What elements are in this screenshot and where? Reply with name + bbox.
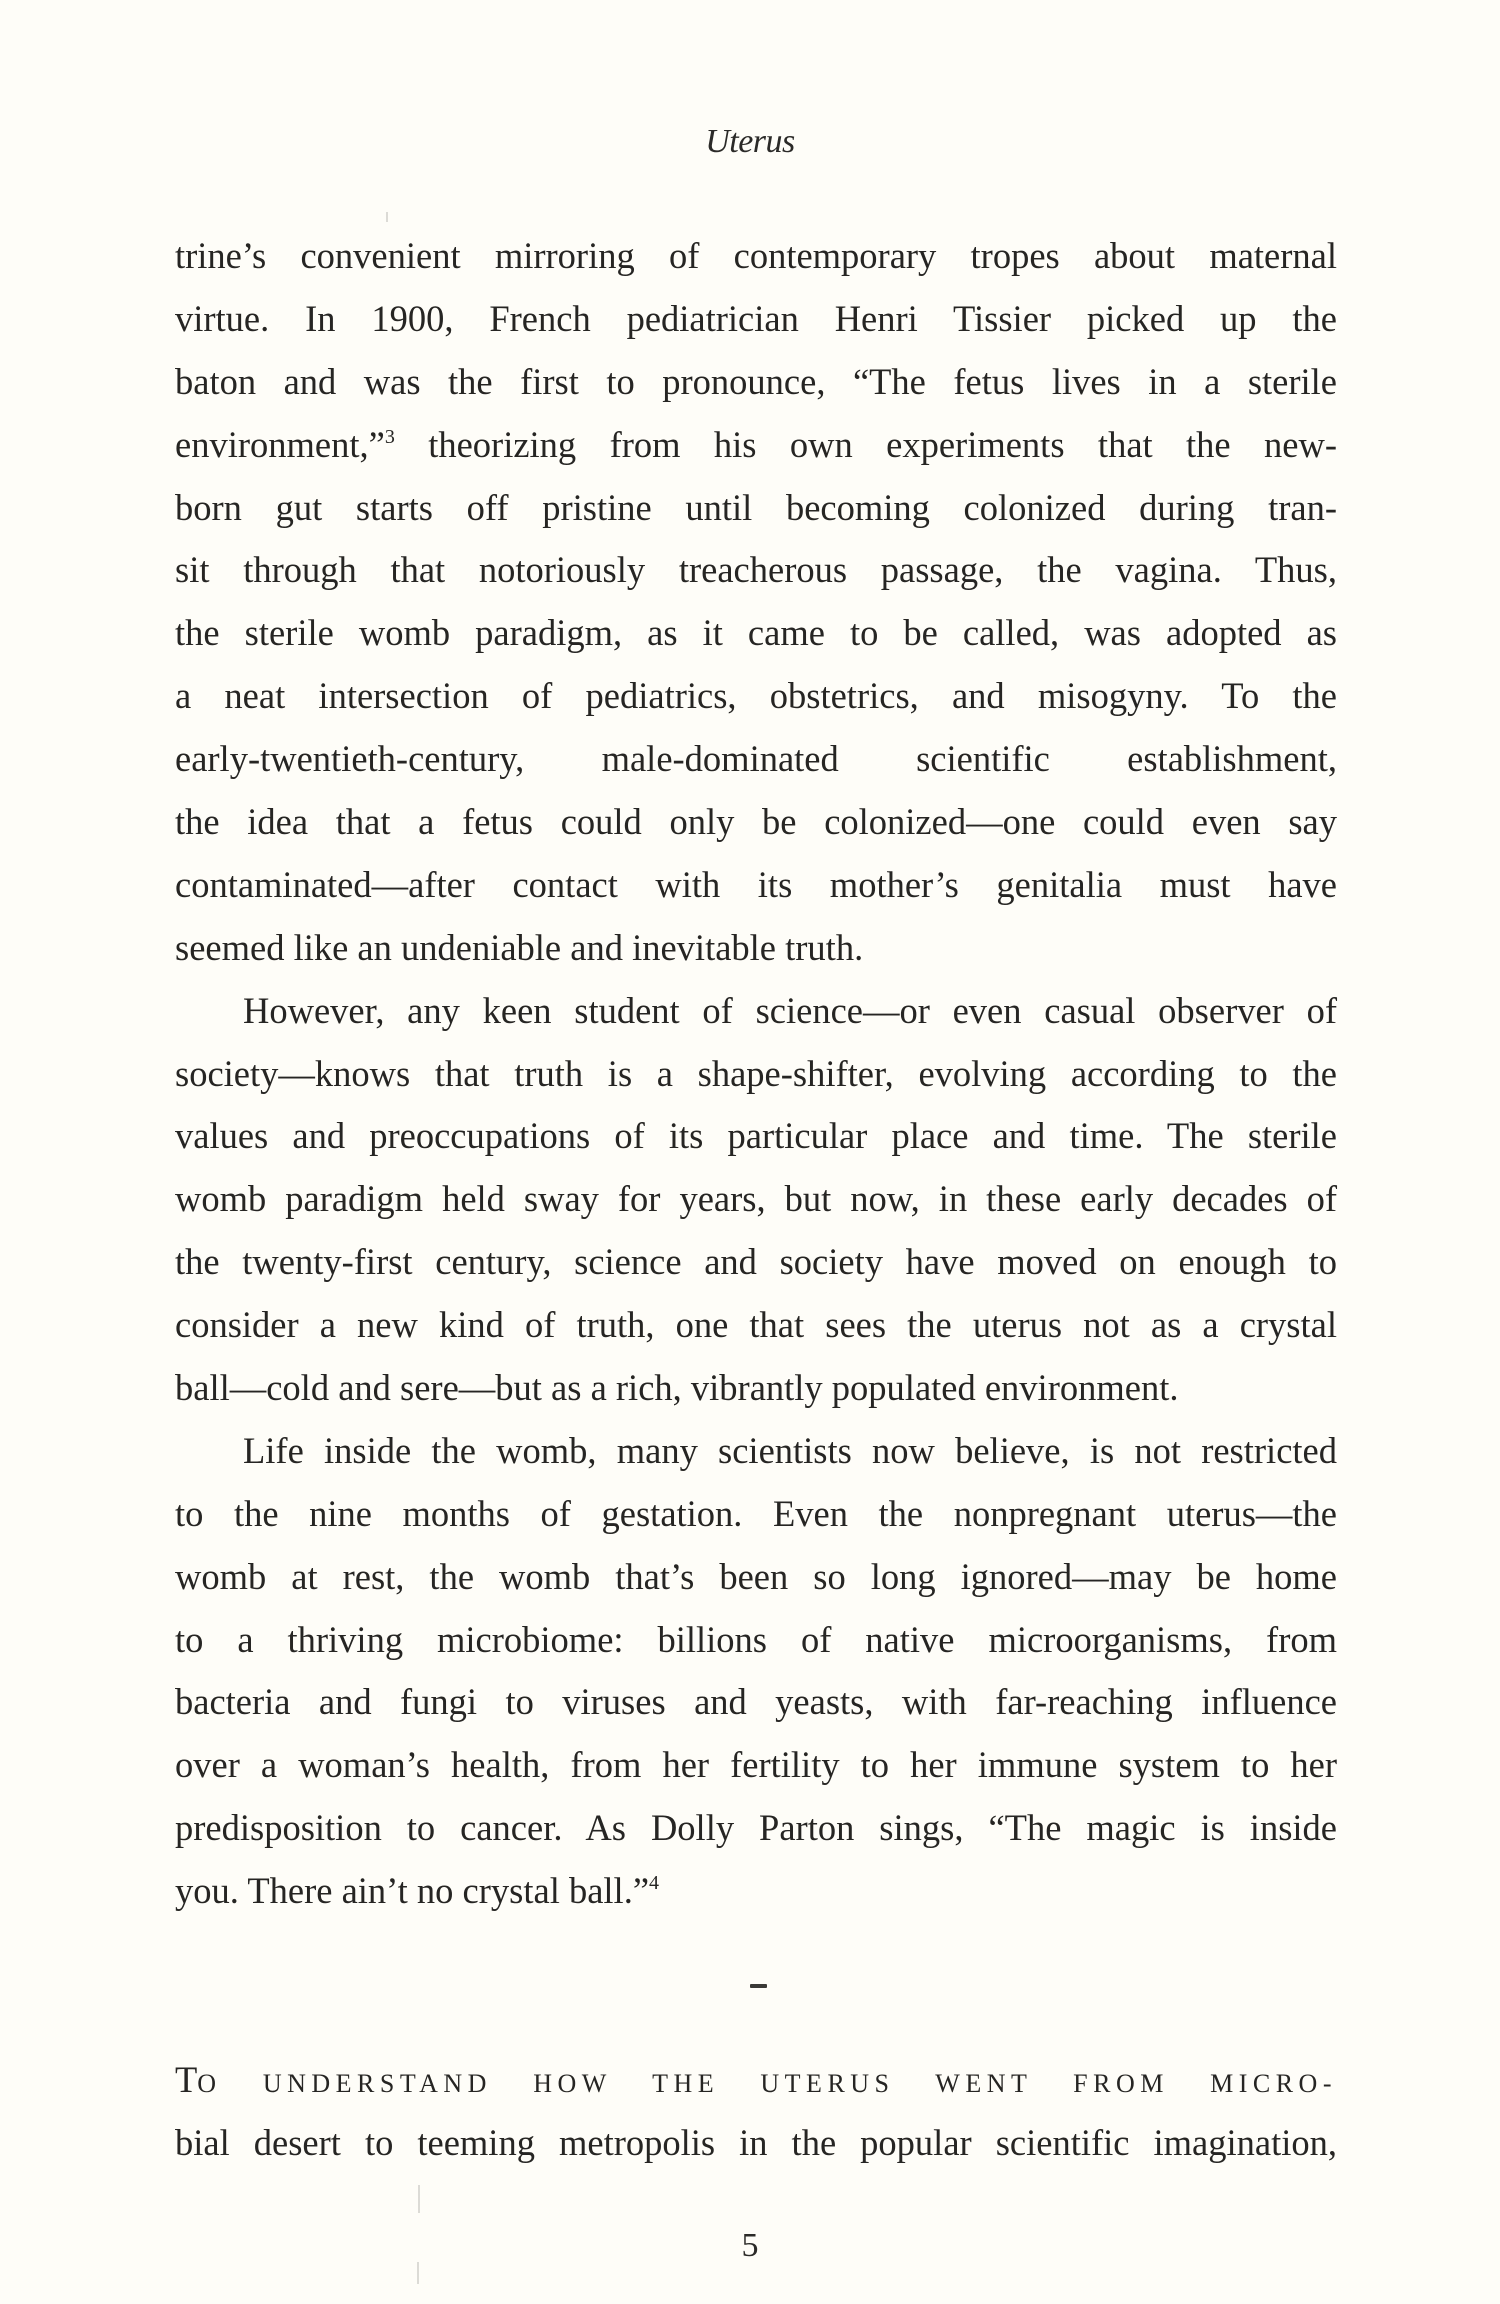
text-segment: theorizing from his own experiments that the new-	[394, 423, 1337, 465]
text-line: Life inside the womb, many scientists now believe, is not restricted	[243, 1429, 1337, 1471]
section-lead-initial: T	[175, 2059, 198, 2100]
scan-speck	[418, 2185, 420, 2213]
section-opening-line-2: bial desert to teeming metropolis in the popular scientific imagination,	[175, 2121, 1337, 2163]
text-line: baton and was the first to pronounce, “The fetus lives in a sterile	[175, 360, 1337, 402]
text-line: born gut starts off pristine until becoming colonized during tran-	[175, 486, 1337, 528]
text-line	[175, 414, 1337, 477]
text-line: the sterile womb paradigm, as it came to be called, was adopted as	[175, 612, 1337, 654]
text-line: consider a new kind of truth, one that sees the uterus not as a crystal	[175, 1304, 1337, 1346]
text-line: bacteria and fungi to viruses and yeasts, with far-reaching influence	[175, 1681, 1337, 1723]
section-opening-line-1	[175, 2049, 1337, 2112]
text-line: ball—cold and sere—but as a rich, vibrantly populated environment.	[175, 1367, 1179, 1409]
paragraph	[175, 225, 1337, 980]
text-line: contaminated—after contact with its mother’s genitalia must have	[175, 863, 1337, 905]
paragraph	[175, 1420, 1337, 1923]
running-head: Uterus	[705, 123, 795, 160]
text-line: womb at rest, the womb that’s been so long ignored—may be home	[175, 1555, 1337, 1597]
text-line: sit through that notoriously treacherous passage, the vagina. Thus,	[175, 549, 1337, 591]
text-line: a neat intersection of pediatrics, obstetrics, and misogyny. To the	[175, 675, 1337, 717]
scan-speck	[386, 212, 388, 222]
text-line: womb paradigm held sway for years, but now, in these early decades of	[175, 1178, 1337, 1220]
scan-speck	[417, 2262, 419, 2284]
text-line: early-twentieth-century, male-dominated scientific establishment,	[175, 738, 1337, 780]
text-line: the idea that a fetus could only be colonized—one could even say	[175, 801, 1337, 843]
text-line: society—knows that truth is a shape-shifter, evolving according to the	[175, 1052, 1337, 1094]
text-line: to a thriving microbiome: billions of native microorganisms, from	[175, 1618, 1337, 1660]
section-opening	[175, 2049, 1337, 2175]
text-line: predisposition to cancer. As Dolly Parton sings, “The magic is inside	[175, 1807, 1337, 1849]
text-line: However, any keen student of science—or even casual observer of	[243, 989, 1337, 1031]
footnote-marker[interactable]: 3	[384, 425, 395, 448]
text-line: the twenty-first century, science and society have moved on enough to	[175, 1241, 1337, 1283]
text-line: virtue. In 1900, French pediatrician Henri Tissier picked up the	[175, 297, 1337, 339]
text-line: to the nine months of gestation. Even the nonpregnant uterus—the	[175, 1492, 1337, 1534]
text-line	[175, 1860, 1337, 1923]
text-line: over a woman’s health, from her fertility to her immune system to her	[175, 1744, 1337, 1786]
body-text	[175, 225, 1337, 1923]
text-line: trine’s convenient mirroring of contemporary tropes about maternal	[175, 235, 1337, 276]
text-segment: environment,”	[175, 423, 385, 465]
footnote-marker[interactable]: 4	[649, 1872, 660, 1895]
text-line: seemed like an undeniable and inevitable truth.	[175, 926, 864, 968]
text-line: values and preoccupations of its particular place and time. The sterile	[175, 1115, 1337, 1157]
section-break-dash	[750, 1984, 767, 1988]
section-lead-smallcaps: O UNDERSTAND HOW THE UTERUS WENT FROM MICRO-	[197, 2069, 1337, 2098]
page-number: 5	[741, 2227, 759, 2264]
paragraph	[175, 980, 1337, 1420]
text-segment: you. There ain’t no crystal ball.”	[175, 1870, 650, 1912]
